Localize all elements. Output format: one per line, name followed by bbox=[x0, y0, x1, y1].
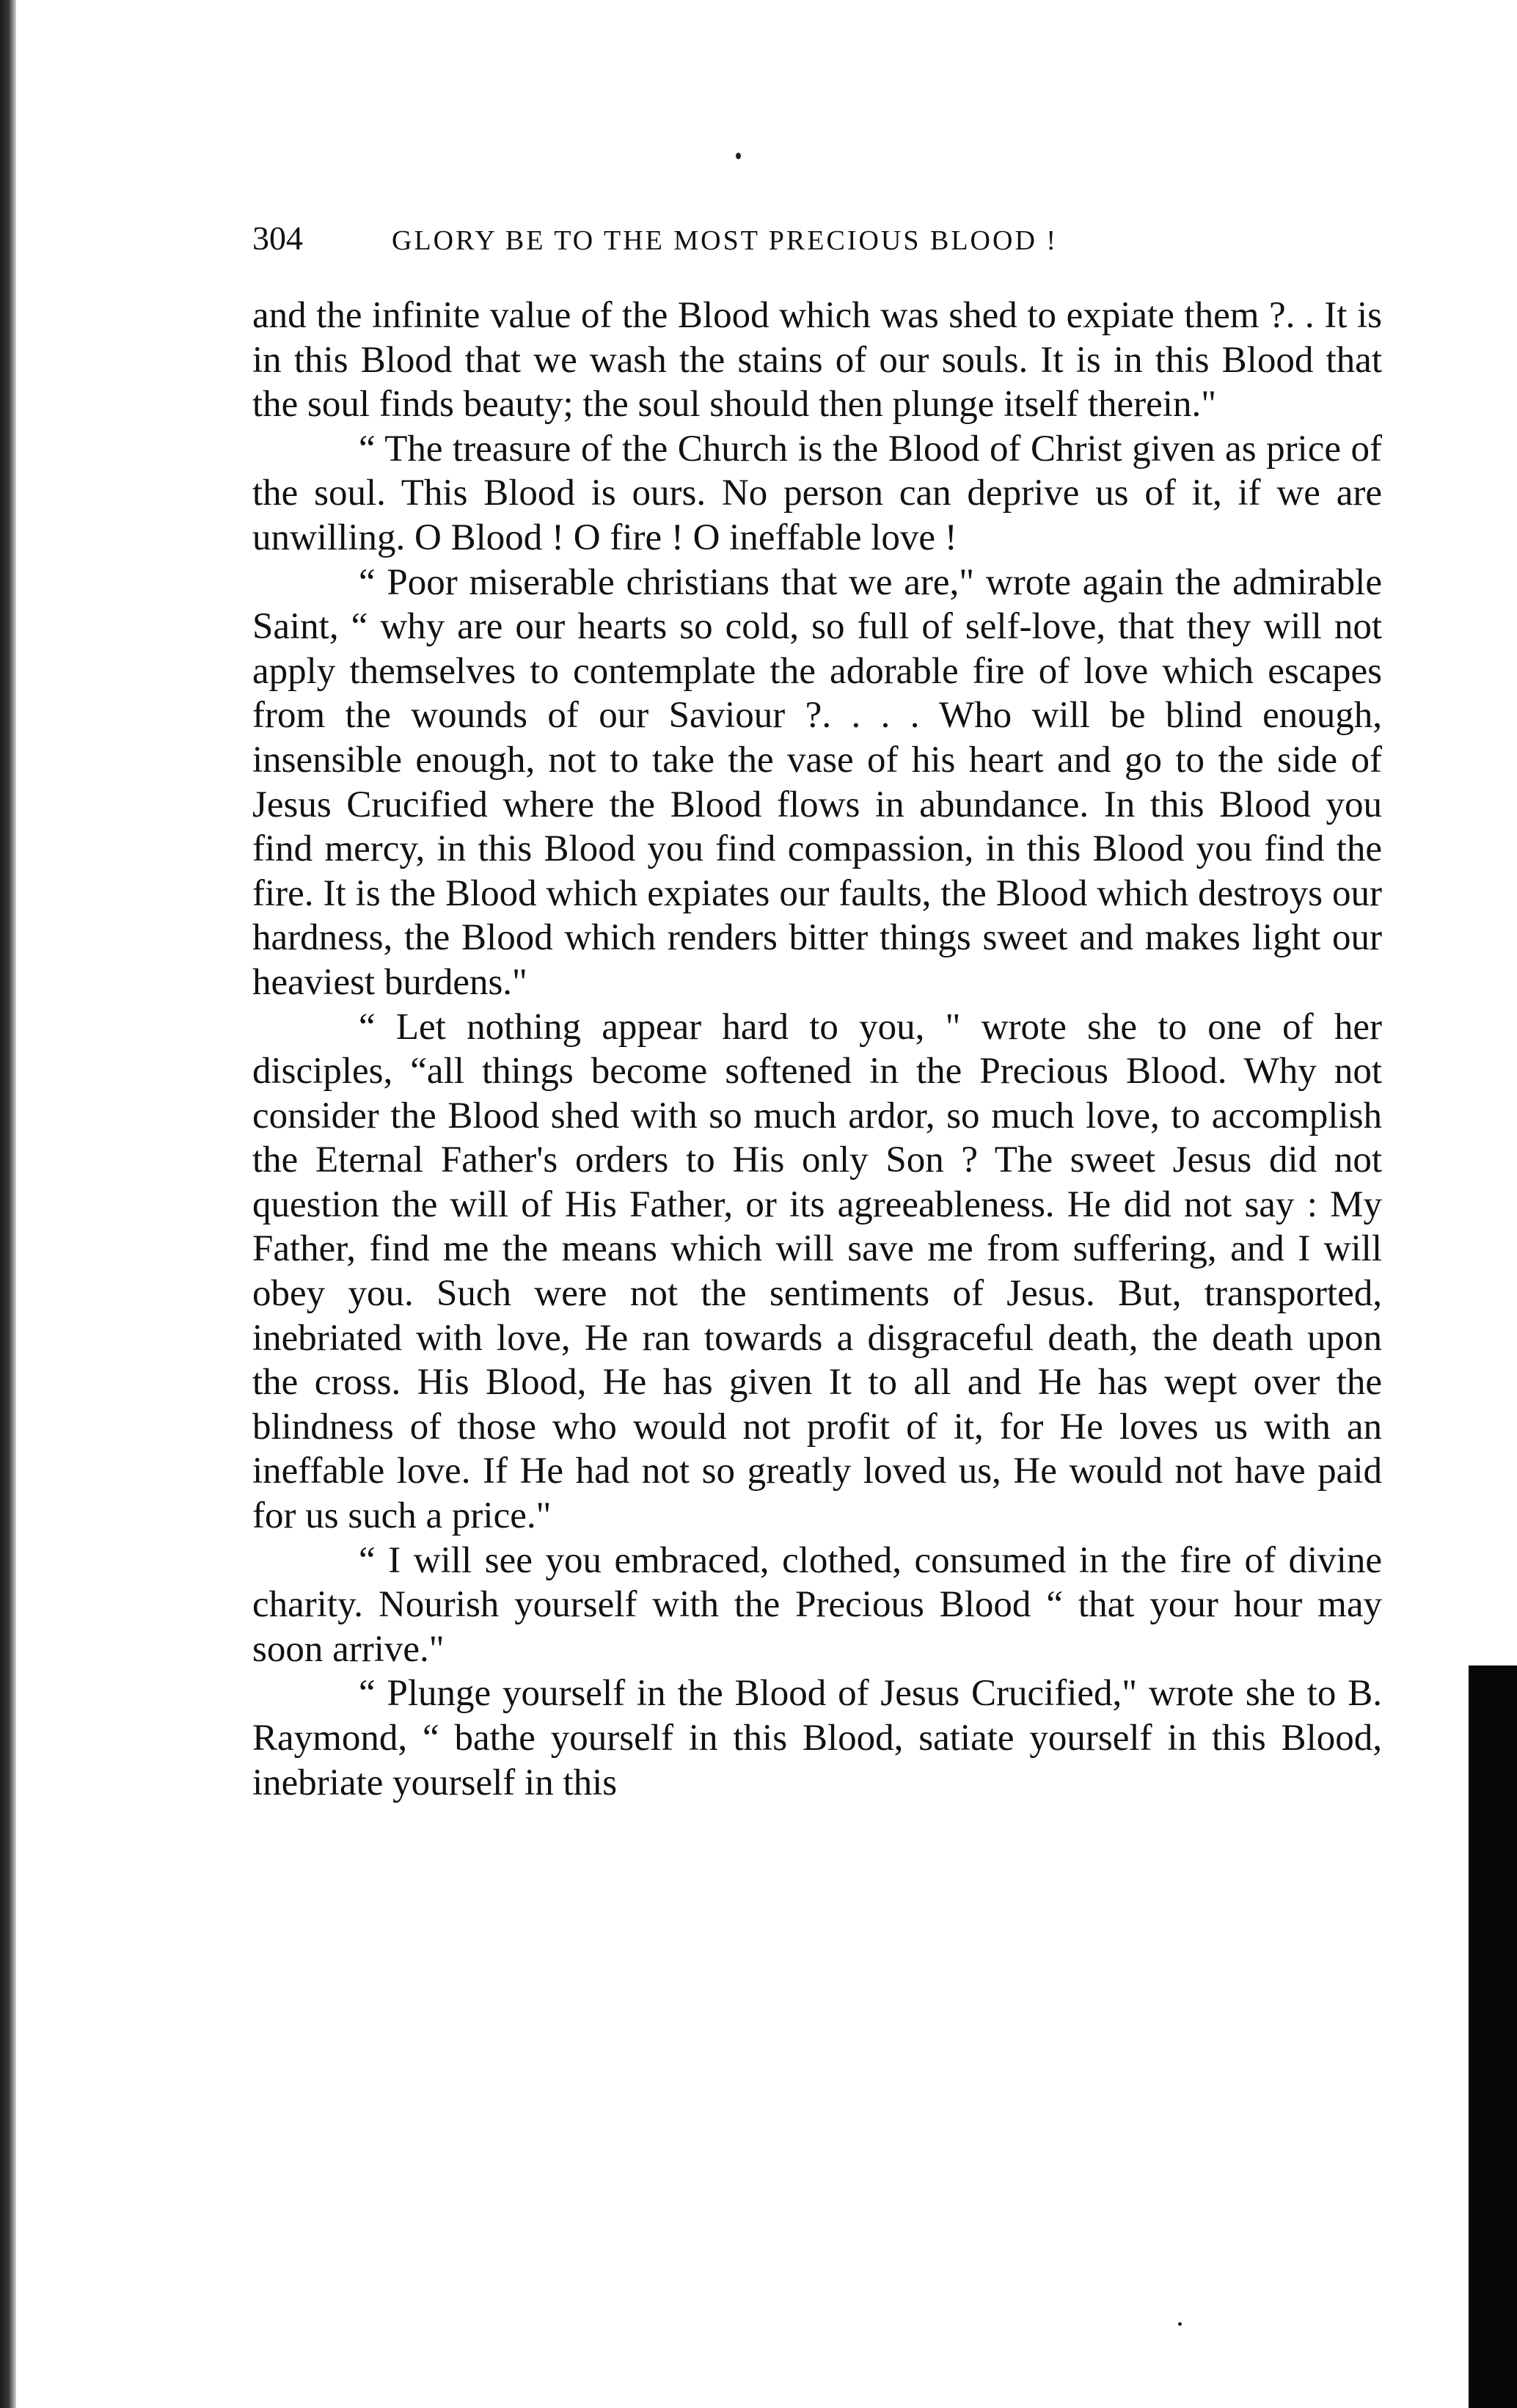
ink-speck bbox=[1178, 2322, 1182, 2326]
paragraph-poor-miserable-christians: “ Poor miserable christians that we are," wrote again the admirable Saint, “ why are our hearts so cold, so full of self-love, that they will not apply themselves to contemplate the adorable fire of love which escapes from the wounds of our Saviour ?. . . . Who will be blind enough, insensible enough, not to take the vase of his heart and go to the side of Jesus Crucified where the Blood flows in abundance. In this Blood you find mercy, in this Blood you find compassion, in this Blood you find the fire. It is the Blood which expiates our faults, the Blood which destroys our hardness, the Blood which renders bitter things sweet and makes light our heaviest burdens." bbox=[252, 561, 1382, 1003]
paragraph-plunge-yourself: “ Plunge yourself in the Blood of Jesus Crucified," wrote she to B. Raymond, “ bathe yourself in this Blood, satiate yourself in this Blood, inebriate yourself in this bbox=[252, 1673, 1382, 1803]
ink-speck bbox=[736, 153, 741, 159]
running-head bbox=[252, 219, 1382, 270]
body-text bbox=[252, 293, 1382, 1805]
book-page bbox=[252, 219, 1382, 1805]
paragraph-continuation: and the infinite value of the Blood which was shed to expiate them ?. . It is in this Blood that we wash the stains of our souls. It is in this Blood that the soul finds beauty; the soul should then plunge itself therein." bbox=[252, 295, 1382, 426]
paragraph-let-nothing-appear-hard: “ Let nothing appear hard to you, " wrote she to one of her disciples, “all things become softened in the Precious Blood. Why not consider the Blood shed with so much ardor, so much love, to accomplish the Eternal Father's orders to His only Son ? The sweet Jesus did not question the will of His Father, or its agreeableness. He did not say : My Father, find me the means which will save me from suffering, and I will obey you. Such were not the sentiments of Jesus. But, transported, inebriated with love, He ran towards a disgraceful death, the death upon the cross. His Blood, He has given It to all and He has wept over the blindness of those who would not profit of it, for He loves us with an ineffable love. If He had not so greatly loved us, He would not have paid for us such a price." bbox=[252, 1006, 1382, 1537]
scan-margin-shadow bbox=[1469, 1665, 1517, 2408]
page-number: 304 bbox=[252, 219, 303, 257]
running-title: GLORY BE TO THE MOST PRECIOUS BLOOD ! bbox=[392, 225, 1059, 256]
paragraph-divine-charity: “ I will see you embraced, clothed, consumed in the fire of divine charity. Nourish yourself with the Precious Blood “ that your hour may soon arrive." bbox=[252, 1539, 1382, 1670]
scan-binding-edge bbox=[0, 0, 16, 2408]
paragraph-treasure-of-church: “ The treasure of the Church is the Blood of Christ given as price of the soul. This Blood is ours. No person can deprive us of it, if we are unwilling. O Blood ! O fire ! O ineffable love ! bbox=[252, 428, 1382, 558]
